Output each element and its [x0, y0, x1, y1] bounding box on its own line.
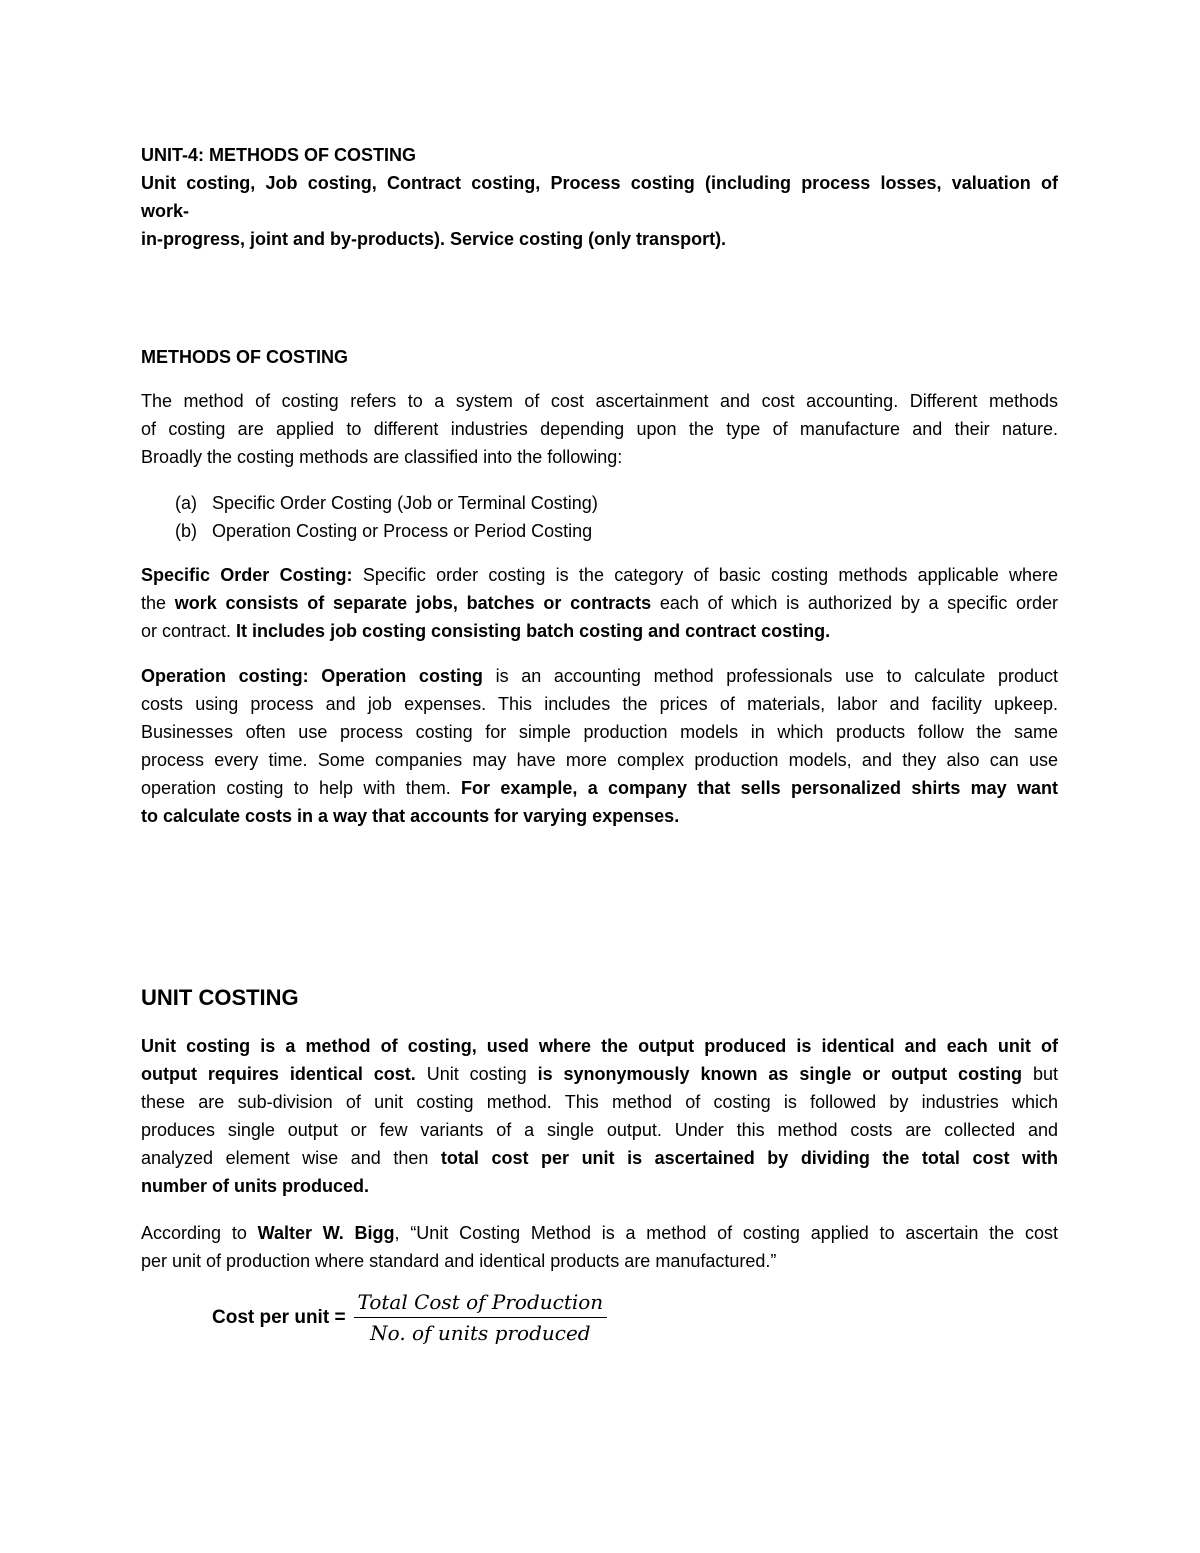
unit-costing-paragraph [141, 1032, 1058, 1200]
unit-title: UNIT-4: METHODS OF COSTING [141, 145, 417, 165]
paragraph-line: to calculate costs in a way that accounts for varying expenses. [141, 806, 680, 826]
unit-subtitle-line-2: work- [141, 201, 190, 221]
methods-intro-line: The method of costing refers to a system of cost ascertainment and cost accounting. Different methods [141, 391, 1058, 411]
paragraph-line: costs using process and job expenses. This includes the prices of materials, labor and facility upkeep. [141, 694, 1058, 714]
text-run-bold: total cost per unit is ascertained by dividing the total cost with [440, 1148, 1058, 1168]
specific-order-label: Specific Order Costing: [141, 565, 353, 585]
methods-intro-line: of costing are applied to different industries depending upon the type of manufacture and their nature. [141, 419, 1058, 439]
text-run-bold: is synonymously known as single or output costing [537, 1064, 1023, 1084]
paragraph-line: number of units produced. [141, 1176, 369, 1196]
text-run: operation costing to help with them. [141, 778, 462, 798]
unit-costing-heading: UNIT COSTING [141, 985, 299, 1010]
paragraph-line: process every time. Some companies may have more complex production models, and they also can use [141, 750, 1058, 770]
list-marker: (b) [175, 521, 197, 541]
methods-list [175, 489, 875, 545]
paragraph-line [141, 662, 1058, 690]
formula-denominator: No. of units produced [370, 1321, 591, 1345]
formula-numerator: Total Cost of Production [354, 1290, 608, 1318]
list-marker: (a) [175, 493, 197, 513]
list-item-text: Specific Order Costing (Job or Terminal Costing) [212, 493, 598, 513]
specific-order-paragraph [141, 561, 1058, 645]
paragraph-line: produces single output or few variants of a single output. Under this method costs are collected and [141, 1120, 1058, 1140]
cost-per-unit-formula [212, 1290, 607, 1345]
paragraph-line [141, 774, 1058, 802]
paragraph-line [141, 561, 1058, 589]
author-name: Walter W. Bigg [257, 1223, 395, 1243]
text-run-bold: output requires identical cost. [141, 1064, 416, 1084]
bigg-quote-paragraph [141, 1219, 1058, 1275]
paragraph-line: these are sub-division of unit costing method. This method of costing is followed by industries which [141, 1092, 1058, 1112]
text-run: each of which is authorized by a specific order [651, 593, 1059, 613]
paragraph-line [141, 1144, 1058, 1172]
operation-costing-label: Operation costing: Operation costing [141, 666, 483, 686]
text-run-bold: work consists of separate jobs, batches or contracts [174, 593, 652, 613]
text-run: but [1022, 1064, 1059, 1084]
text-run: the [141, 593, 175, 613]
list-item-text: Operation Costing or Process or Period Costing [212, 521, 593, 541]
paragraph-line: Unit costing is a method of costing, used where the output produced is identical and each unit of [141, 1036, 1058, 1056]
text-run: , “Unit Costing Method is a method of costing applied to ascertain the cost [394, 1223, 1058, 1243]
paragraph-line [141, 1060, 1058, 1088]
list-item [175, 517, 875, 545]
paragraph-line: Businesses often use process costing for simple production models in which products follow the same [141, 722, 1058, 742]
text-run: or contract. [141, 621, 237, 641]
text-run: Specific order costing is the category of basic costing methods applicable where [352, 565, 1058, 585]
unit-header [141, 141, 1058, 253]
text-run: According to [141, 1223, 258, 1243]
text-run: analyzed element wise and then [141, 1148, 441, 1168]
methods-intro [141, 387, 1058, 471]
text-run-bold: For example, a company that sells personalized shirts may want [461, 778, 1059, 798]
text-run: is an accounting method professionals use to calculate product [482, 666, 1058, 686]
paragraph-line [141, 1219, 1058, 1247]
paragraph-line: per unit of production where standard and identical products are manufactured.” [141, 1251, 777, 1271]
paragraph-line [141, 589, 1058, 617]
text-run: Unit costing [415, 1064, 538, 1084]
paragraph-line [141, 617, 1058, 645]
formula-fraction [354, 1290, 608, 1345]
unit-subtitle-line-1: Unit costing, Job costing, Contract costing, Process costing (including process losses, valuation of [141, 173, 1058, 193]
formula-label: Cost per unit = [212, 1306, 346, 1328]
text-run-bold: It includes job costing consisting batch costing and contract costing. [236, 621, 831, 641]
unit-subtitle-line-3: in-progress, joint and by-products). Service costing (only transport). [141, 229, 727, 249]
methods-intro-line: Broadly the costing methods are classified into the following: [141, 447, 623, 467]
methods-heading: METHODS OF COSTING [141, 347, 348, 367]
list-item [175, 489, 875, 517]
operation-costing-paragraph [141, 662, 1058, 830]
